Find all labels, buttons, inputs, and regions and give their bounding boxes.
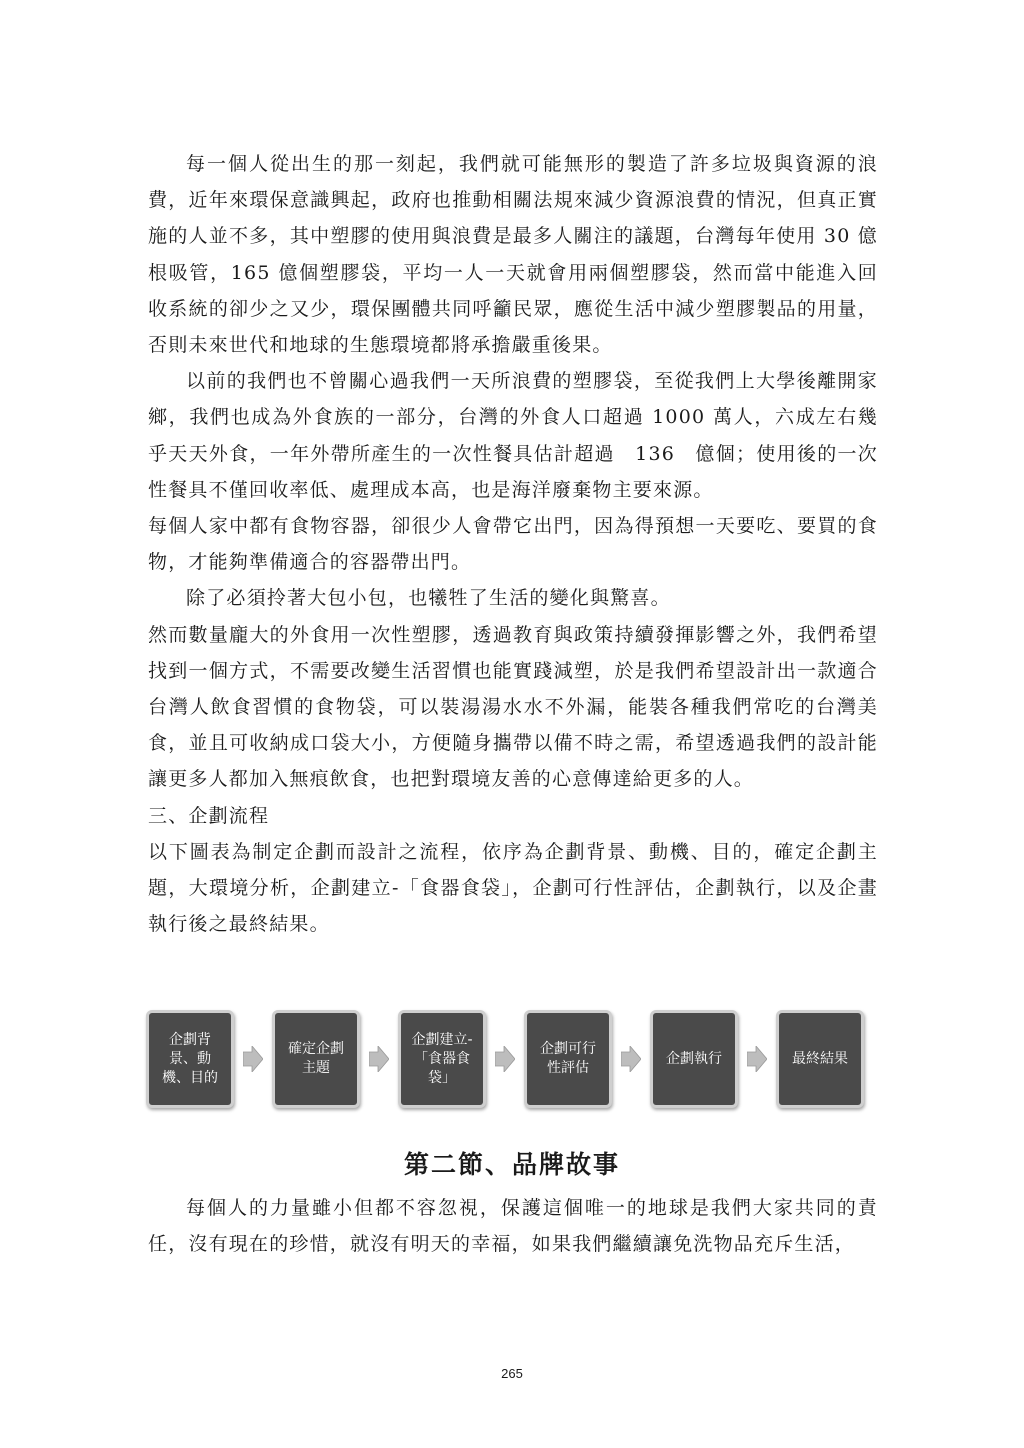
flow-step-background: 企劃背 景、動 機、目的 — [146, 1010, 234, 1108]
page-number: 265 — [501, 1366, 523, 1381]
flow-step-theme: 確定企劃 主題 — [272, 1010, 360, 1108]
flow-step-execution: 企劃執行 — [650, 1010, 738, 1108]
arrow-right-icon — [621, 1046, 641, 1072]
paragraph-design-goal: 然而數量龐大的外食用一次性塑膠，透過教育與政策持續發揮影響之外，我們希望找到一個方式，不需要改變生活習慣也能實踐減塑，於是我們希望設計出一款適合台灣人飲食習慣的食物袋，可以裝湯湯水水不外漏，能裝各種我們常吃的台灣美食，並且可收納成口袋大小，方便隨身攜帶以備不時之需，希望透過我們的設計能讓更多人都加入無痕飲食，也把對環境友善的心意傳達給更多的人。 — [148, 623, 878, 791]
arrow-right-icon — [243, 1046, 263, 1072]
paragraph-takeout: 以前的我們也不曾關心過我們一天所浪費的塑膠袋，至從我們上大學後離開家鄉，我們也成為外食族的一部分，台灣的外食人口超過 1000 萬人，六成左右幾乎天天外食，一年外帶所產生的一次性餐具估計超過 136 億個；使用後的一次性餐具不僅回收率低、處理成本高，也是海洋廢棄物主要來源。 — [148, 370, 878, 501]
section-title: 第二節、品牌故事 — [403, 1150, 620, 1179]
paragraph-process-intro: 以下圖表為制定企劃而設計之流程，依序為企劃背景、動機、目的，確定企劃主題，大環境分析，企劃建立-「食器食袋」，企劃可行性評估，企劃執行，以及企畫執行後之最終結果。 — [148, 840, 878, 936]
flow-step-build: 企劃建立- 「食器食 袋」 — [398, 1010, 486, 1108]
flow-step-result: 最終結果 — [776, 1010, 864, 1108]
subheading-planning-process: 三、企劃流程 — [148, 804, 270, 827]
arrow-right-icon — [747, 1046, 767, 1072]
paragraph-containers: 每個人家中都有食物容器，卻很少人會帶它出門，因為得預想一天要吃、要買的食物，才能夠準備適合的容器帶出門。 — [148, 515, 878, 574]
paragraph-sacrifice: 除了必須拎著大包小包，也犧牲了生活的變化與驚喜。 — [186, 587, 671, 610]
flow-step-feasibility: 企劃可行 性評估 — [524, 1010, 612, 1108]
process-flowchart — [146, 1008, 864, 1110]
arrow-right-icon — [495, 1046, 515, 1072]
paragraph-intro: 每一個人從出生的那一刻起，我們就可能無形的製造了許多垃圾與資源的浪費，近年來環保意識興起，政府也推動相關法規來減少資源浪費的情況，但真正實施的人並不多，其中塑膠的使用與浪費是最多人關注的議題，台灣每年使用 30 億根吸管，165 億個塑膠袋，平均一人一天就會用兩個塑膠袋，然而當中能進入回收系統的卻少之又少，環保團體共同呼籲民眾，應從生活中減少塑膠製品的用量，否則未來世代和地球的生態環境都將承擔嚴重後果。 — [148, 153, 878, 357]
arrow-right-icon — [369, 1046, 389, 1072]
section-body — [148, 1190, 878, 1262]
body-text — [148, 146, 878, 942]
paragraph-brand-story: 每個人的力量雖小但都不容忽視，保護這個唯一的地球是我們大家共同的責任，沒有現在的珍惜，就沒有明天的幸福，如果我們繼續讓免洗物品充斥生活， — [148, 1197, 878, 1256]
